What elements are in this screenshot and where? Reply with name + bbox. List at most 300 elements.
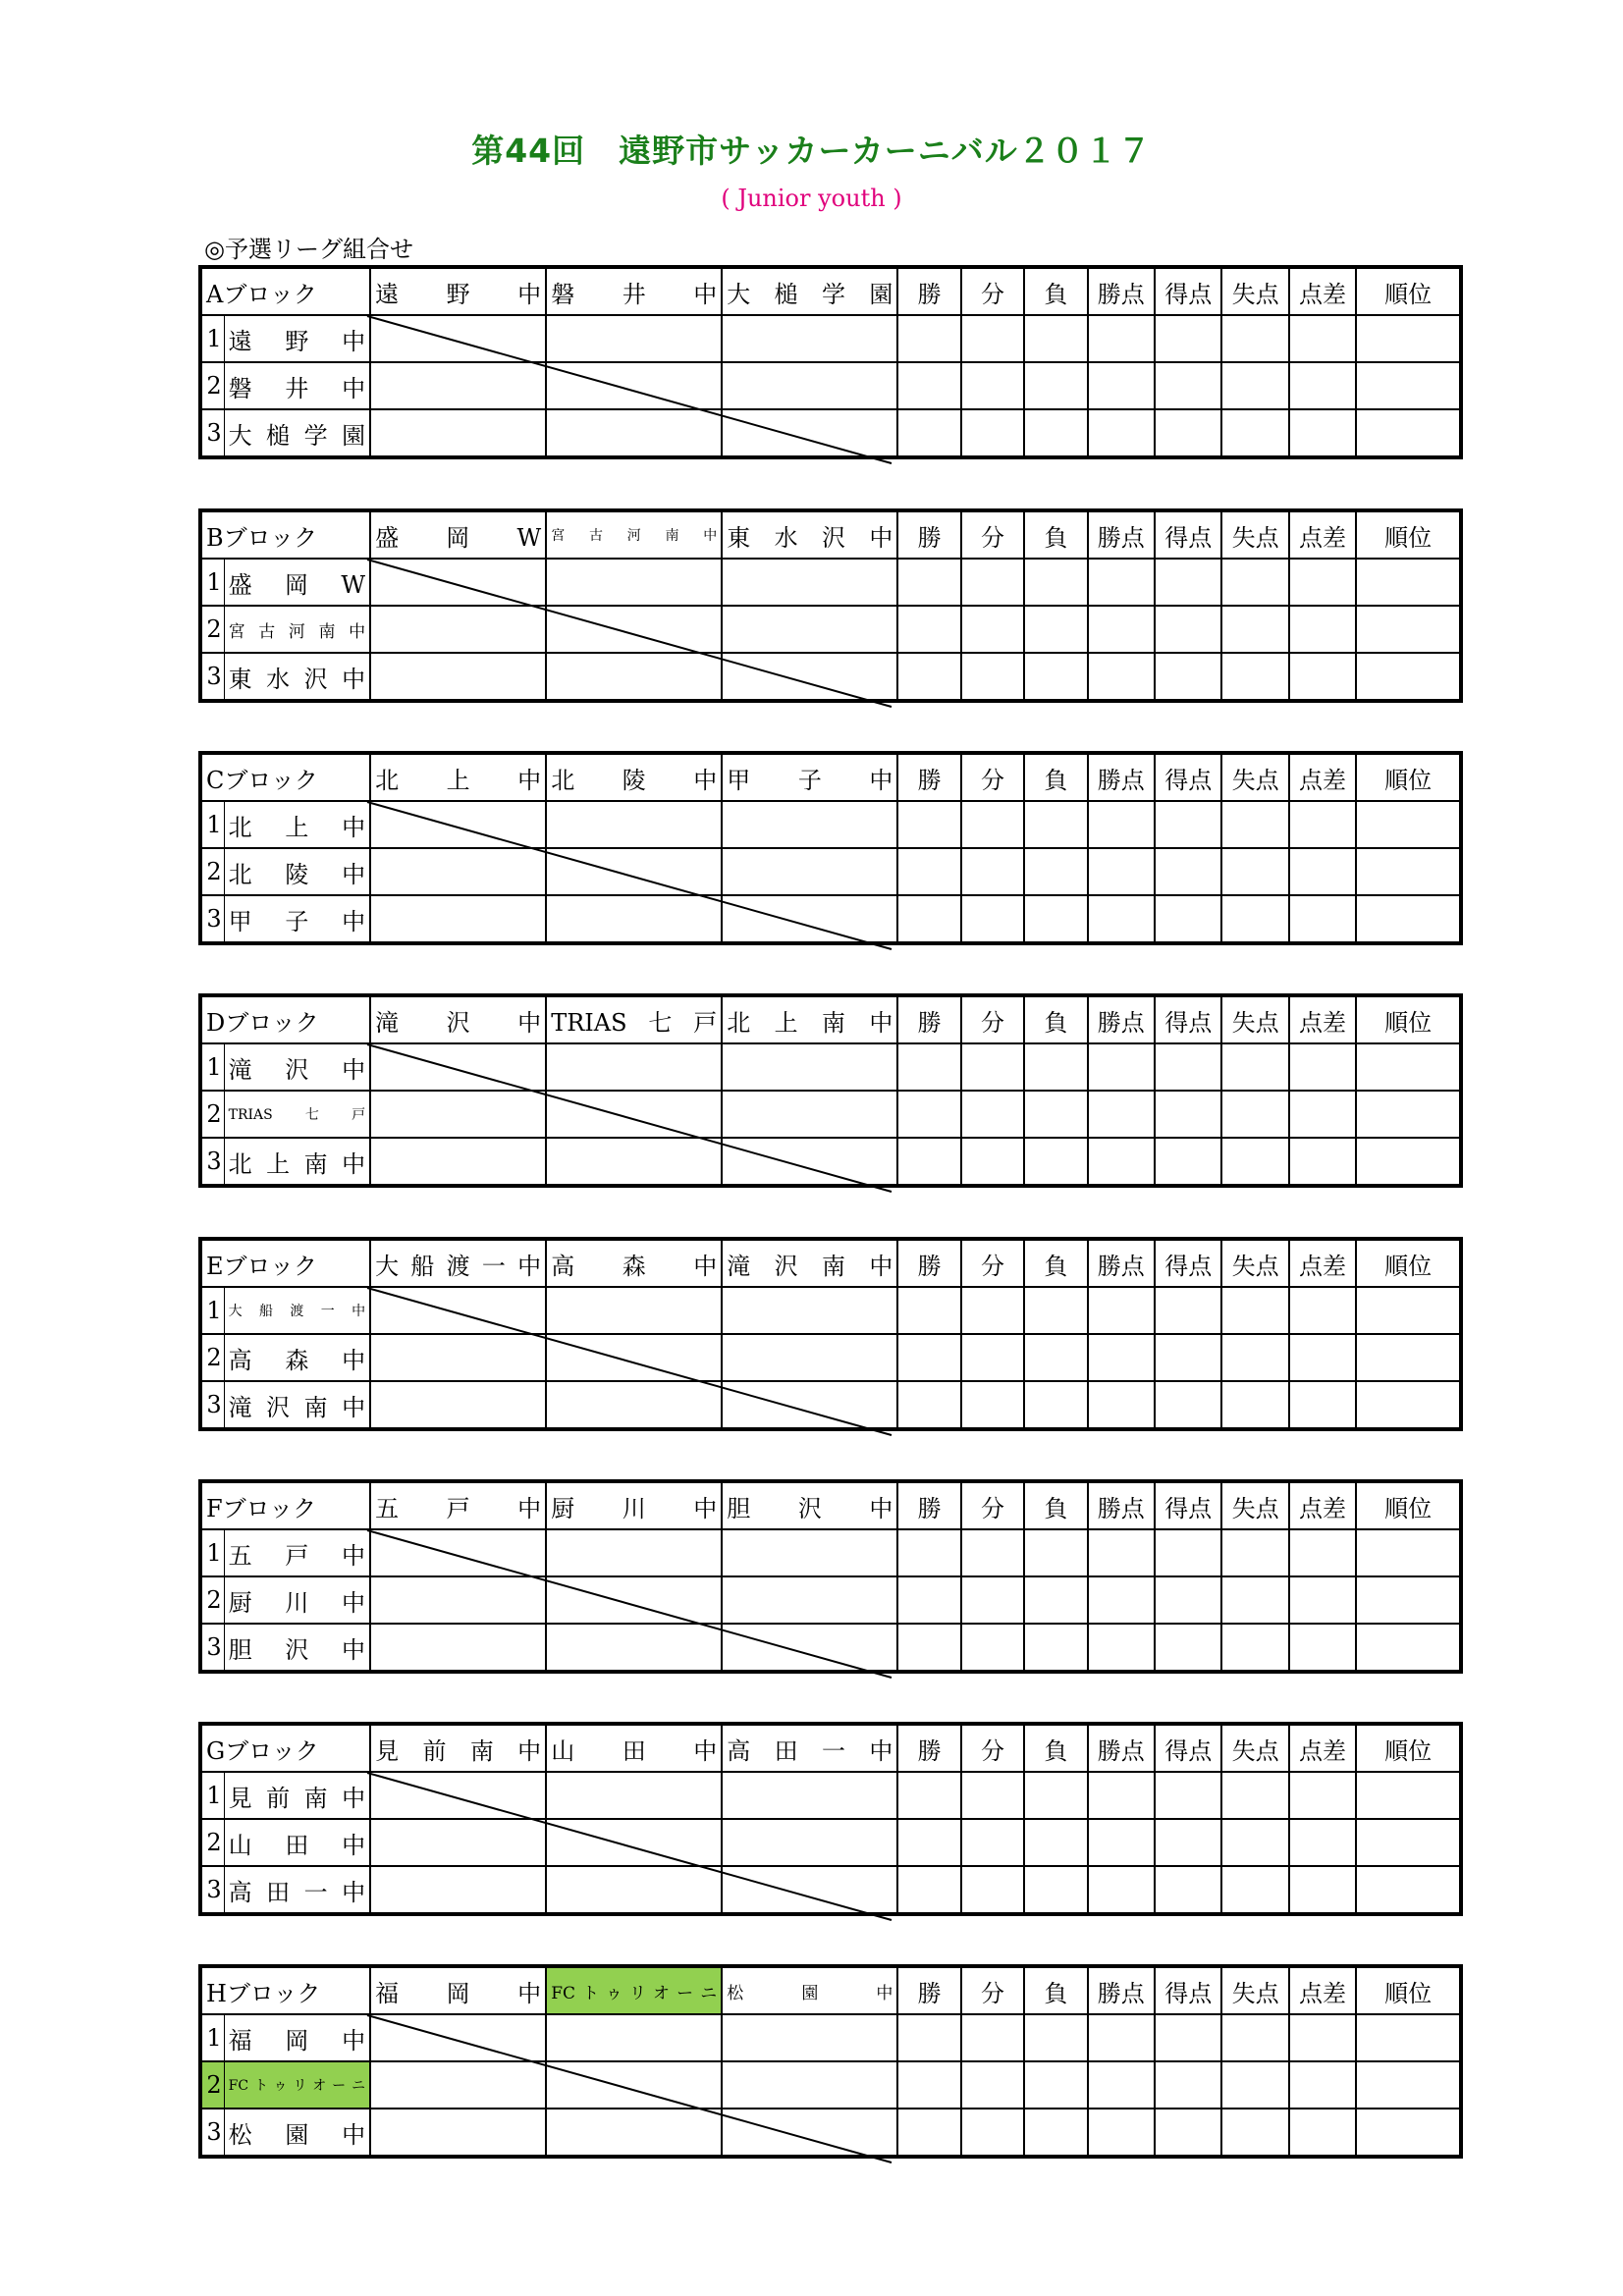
stat-cell [1356, 1576, 1461, 1624]
match-result-cell [722, 2014, 897, 2061]
stat-header: 勝 [897, 1481, 960, 1529]
stat-cell [1289, 1819, 1356, 1866]
team-number: 1 [200, 2014, 224, 2061]
stat-header: 得点 [1155, 510, 1221, 559]
stat-header: 失点 [1221, 1724, 1288, 1772]
stat-header: 負 [1024, 510, 1087, 559]
stat-cell [1155, 1381, 1221, 1429]
match-result-cell [722, 1624, 897, 1672]
match-result-cell [722, 2061, 897, 2109]
team-number: 1 [200, 559, 224, 606]
team-number: 2 [200, 2061, 224, 2109]
team-number: 1 [200, 315, 224, 362]
match-result-cell [370, 1138, 546, 1186]
team-number: 3 [200, 1381, 224, 1429]
stat-cell [1155, 1138, 1221, 1186]
stat-cell [1088, 1529, 1155, 1576]
stat-cell [897, 1043, 960, 1091]
team-row [200, 895, 1461, 943]
team-row [200, 315, 1461, 362]
match-result-cell [370, 2014, 546, 2061]
stat-cell [897, 1624, 960, 1672]
stat-cell [897, 2109, 960, 2157]
team-row [200, 362, 1461, 409]
team-row [200, 409, 1461, 457]
stat-cell [961, 1381, 1024, 1429]
stat-header: 勝 [897, 1239, 960, 1287]
stat-cell [1155, 606, 1221, 653]
team-row [200, 1138, 1461, 1186]
stat-cell [897, 315, 960, 362]
match-result-cell [722, 2109, 897, 2157]
stat-header: 点差 [1289, 267, 1356, 315]
stat-header: 勝 [897, 267, 960, 315]
stat-cell [1024, 362, 1087, 409]
team-name: 胆沢中 [224, 1624, 370, 1672]
team-row [200, 1819, 1461, 1866]
stat-header: 勝 [897, 753, 960, 801]
stat-cell [897, 801, 960, 848]
match-result-cell [546, 1334, 722, 1381]
stat-cell [1221, 2014, 1288, 2061]
stat-cell [1088, 1866, 1155, 1914]
stat-header: 順位 [1356, 1239, 1461, 1287]
stat-header: 得点 [1155, 1966, 1221, 2014]
stat-header: 負 [1024, 1724, 1087, 1772]
stat-cell [1155, 653, 1221, 701]
stat-cell [961, 653, 1024, 701]
stat-header: 勝点 [1088, 1724, 1155, 1772]
stat-cell [1024, 801, 1087, 848]
stat-header: 失点 [1221, 1966, 1288, 2014]
stat-cell [1024, 2014, 1087, 2061]
stat-cell [1088, 1287, 1155, 1334]
league-table [198, 265, 1463, 459]
team-row [200, 2014, 1461, 2061]
stat-cell [1088, 362, 1155, 409]
stat-cell [1024, 1529, 1087, 1576]
opponent-header: 大槌学園 [722, 267, 897, 315]
stat-header: 勝点 [1088, 995, 1155, 1043]
opponent-header: 北陵中 [546, 753, 722, 801]
stat-header: 勝点 [1088, 1239, 1155, 1287]
stat-cell [1155, 1772, 1221, 1819]
stat-cell [1289, 801, 1356, 848]
stat-cell [1289, 1043, 1356, 1091]
stat-cell [1024, 1334, 1087, 1381]
team-number: 2 [200, 1819, 224, 1866]
stat-cell [1155, 1334, 1221, 1381]
stat-header: 分 [961, 753, 1024, 801]
match-result-cell [546, 1819, 722, 1866]
match-result-cell [370, 1624, 546, 1672]
match-result-cell [546, 1529, 722, 1576]
stat-header: 得点 [1155, 995, 1221, 1043]
stat-cell [961, 1624, 1024, 1672]
match-result-cell [722, 1772, 897, 1819]
stat-cell [1155, 2014, 1221, 2061]
stat-cell [1221, 1576, 1288, 1624]
stat-cell [1155, 801, 1221, 848]
league-table-block [198, 265, 1463, 459]
league-table [198, 1964, 1463, 2159]
match-result-cell [546, 559, 722, 606]
stat-cell [1155, 1287, 1221, 1334]
match-result-cell [722, 653, 897, 701]
stat-cell [1289, 848, 1356, 895]
opponent-header: 松園中 [722, 1966, 897, 2014]
stat-cell [1289, 315, 1356, 362]
team-row [200, 1091, 1461, 1138]
stat-cell [1221, 559, 1288, 606]
stat-cell [1024, 1043, 1087, 1091]
stat-cell [1024, 1772, 1087, 1819]
opponent-header: 高森中 [546, 1239, 722, 1287]
team-name: 滝沢南中 [224, 1381, 370, 1429]
opponent-header: 山田中 [546, 1724, 722, 1772]
stat-cell [1221, 1866, 1288, 1914]
match-result-cell [722, 895, 897, 943]
stat-cell [1024, 653, 1087, 701]
match-result-cell [546, 362, 722, 409]
match-result-cell [370, 409, 546, 457]
stat-header: 勝 [897, 510, 960, 559]
opponent-header: 胆沢中 [722, 1481, 897, 1529]
stat-cell [1221, 1043, 1288, 1091]
league-table-block [198, 993, 1463, 1188]
stat-header: 失点 [1221, 753, 1288, 801]
team-name: 北陵中 [224, 848, 370, 895]
opponent-header: 宮古河南中 [546, 510, 722, 559]
stat-cell [961, 2109, 1024, 2157]
league-table [198, 508, 1463, 703]
stat-header: 点差 [1289, 1239, 1356, 1287]
match-result-cell [722, 1091, 897, 1138]
match-result-cell [546, 2014, 722, 2061]
team-name: 高田一中 [224, 1866, 370, 1914]
stat-cell [1289, 895, 1356, 943]
stat-header: 失点 [1221, 267, 1288, 315]
stat-cell [1088, 801, 1155, 848]
stat-cell [1289, 1381, 1356, 1429]
stat-cell [1088, 1624, 1155, 1672]
stat-cell [897, 848, 960, 895]
stat-cell [1356, 1287, 1461, 1334]
stat-header: 順位 [1356, 267, 1461, 315]
stat-header: 負 [1024, 1481, 1087, 1529]
stat-cell [961, 1772, 1024, 1819]
stat-header: 失点 [1221, 1481, 1288, 1529]
stat-cell [1289, 1624, 1356, 1672]
match-result-cell [370, 606, 546, 653]
stat-cell [1356, 895, 1461, 943]
team-name: 山田中 [224, 1819, 370, 1866]
team-number: 3 [200, 895, 224, 943]
stat-cell [1221, 1381, 1288, 1429]
team-name: 宮古河南中 [224, 606, 370, 653]
team-row [200, 2061, 1461, 2109]
stat-header: 分 [961, 995, 1024, 1043]
league-table [198, 1237, 1463, 1431]
match-result-cell [546, 2109, 722, 2157]
page-subtitle: ( Junior youth ) [721, 185, 902, 212]
stat-header: 分 [961, 1239, 1024, 1287]
team-name: 五戸中 [224, 1529, 370, 1576]
stat-cell [1221, 1334, 1288, 1381]
stat-cell [961, 1576, 1024, 1624]
match-result-cell [546, 895, 722, 943]
team-number: 2 [200, 848, 224, 895]
stat-cell [897, 2014, 960, 2061]
team-number: 2 [200, 362, 224, 409]
stat-cell [897, 1819, 960, 1866]
stat-cell [961, 1091, 1024, 1138]
league-table-block [198, 751, 1463, 945]
stat-cell [1289, 2014, 1356, 2061]
stat-cell [1155, 2109, 1221, 2157]
stat-header: 分 [961, 1481, 1024, 1529]
stat-cell [897, 1287, 960, 1334]
stat-cell [961, 1529, 1024, 1576]
block-name: Dブロック [200, 995, 370, 1043]
team-row [200, 1866, 1461, 1914]
stat-cell [1024, 2109, 1087, 2157]
team-number: 1 [200, 801, 224, 848]
stat-cell [1024, 2061, 1087, 2109]
stat-cell [1356, 1529, 1461, 1576]
stat-cell [1088, 559, 1155, 606]
stat-cell [1289, 559, 1356, 606]
page-title: 第44回 遠野市サッカーカーニバル２０１７ [471, 132, 1152, 170]
stat-cell [1088, 1091, 1155, 1138]
block-name: Aブロック [200, 267, 370, 315]
team-row [200, 1287, 1461, 1334]
stat-cell [897, 1866, 960, 1914]
stat-cell [1088, 606, 1155, 653]
stat-header: 勝点 [1088, 267, 1155, 315]
team-row [200, 559, 1461, 606]
team-row [200, 1381, 1461, 1429]
league-table [198, 1722, 1463, 1916]
block-name: Hブロック [200, 1966, 370, 2014]
stat-cell [1024, 1381, 1087, 1429]
stat-header: 順位 [1356, 1481, 1461, 1529]
team-number: 3 [200, 1624, 224, 1672]
opponent-header: 北上南中 [722, 995, 897, 1043]
stat-cell [1356, 1138, 1461, 1186]
stat-cell [1356, 1381, 1461, 1429]
stat-cell [1155, 1091, 1221, 1138]
match-result-cell [370, 1576, 546, 1624]
stat-cell [1221, 606, 1288, 653]
stat-cell [1024, 1576, 1087, 1624]
match-result-cell [722, 315, 897, 362]
stat-header: 分 [961, 1724, 1024, 1772]
stat-cell [1088, 1334, 1155, 1381]
team-number: 1 [200, 1043, 224, 1091]
stat-cell [1088, 315, 1155, 362]
stat-cell [1289, 409, 1356, 457]
stat-cell [1221, 1529, 1288, 1576]
match-result-cell [370, 315, 546, 362]
stat-cell [897, 1138, 960, 1186]
stat-header: 得点 [1155, 267, 1221, 315]
stat-cell [1356, 2109, 1461, 2157]
match-result-cell [546, 1381, 722, 1429]
match-result-cell [722, 1576, 897, 1624]
stat-cell [961, 1334, 1024, 1381]
team-number: 2 [200, 1576, 224, 1624]
stat-cell [1289, 1334, 1356, 1381]
stat-cell [1088, 2014, 1155, 2061]
match-result-cell [546, 1287, 722, 1334]
team-name: 高森中 [224, 1334, 370, 1381]
league-table-block [198, 1964, 1463, 2159]
match-result-cell [546, 848, 722, 895]
stat-cell [897, 1091, 960, 1138]
opponent-header: 盛岡W [370, 510, 546, 559]
stat-cell [1356, 315, 1461, 362]
stat-cell [1088, 1138, 1155, 1186]
stat-cell [961, 801, 1024, 848]
stat-cell [1088, 895, 1155, 943]
stat-cell [1289, 2109, 1356, 2157]
stat-cell [897, 606, 960, 653]
stat-cell [1289, 1772, 1356, 1819]
team-name: FCトゥリオーニ [224, 2061, 370, 2109]
stat-header: 負 [1024, 1966, 1087, 2014]
section-label: ◎予選リーグ組合せ [204, 236, 413, 263]
match-result-cell [546, 315, 722, 362]
match-result-cell [722, 409, 897, 457]
stat-cell [897, 895, 960, 943]
team-number: 1 [200, 1529, 224, 1576]
stat-cell [1088, 2109, 1155, 2157]
match-result-cell [546, 1043, 722, 1091]
stat-header: 順位 [1356, 995, 1461, 1043]
league-table-block [198, 1237, 1463, 1431]
stat-cell [1221, 653, 1288, 701]
match-result-cell [370, 2109, 546, 2157]
stat-header: 順位 [1356, 1724, 1461, 1772]
stat-cell [1356, 2061, 1461, 2109]
team-number: 2 [200, 606, 224, 653]
team-row [200, 606, 1461, 653]
block-name: Gブロック [200, 1724, 370, 1772]
league-table-block [198, 1479, 1463, 1674]
stat-cell [1289, 1576, 1356, 1624]
opponent-header: 北上中 [370, 753, 546, 801]
stat-header: 失点 [1221, 995, 1288, 1043]
match-result-cell [370, 1043, 546, 1091]
stat-cell [897, 1529, 960, 1576]
stat-cell [1356, 362, 1461, 409]
stat-cell [1155, 559, 1221, 606]
stat-cell [897, 653, 960, 701]
stat-cell [897, 1576, 960, 1624]
stat-cell [961, 1819, 1024, 1866]
match-result-cell [722, 1138, 897, 1186]
opponent-header: 東水沢中 [722, 510, 897, 559]
stat-cell [961, 1287, 1024, 1334]
team-name: TRIAS七戸 [224, 1091, 370, 1138]
match-result-cell [370, 1819, 546, 1866]
match-result-cell [546, 1866, 722, 1914]
match-result-cell [722, 1334, 897, 1381]
match-result-cell [546, 1091, 722, 1138]
stat-cell [1024, 606, 1087, 653]
team-number: 3 [200, 1138, 224, 1186]
team-name: 磐井中 [224, 362, 370, 409]
opponent-header: 甲子中 [722, 753, 897, 801]
stat-cell [1221, 848, 1288, 895]
stat-cell [1221, 1091, 1288, 1138]
match-result-cell [722, 362, 897, 409]
opponent-header: 福岡中 [370, 1966, 546, 2014]
stat-cell [1221, 801, 1288, 848]
stat-cell [1289, 2061, 1356, 2109]
match-result-cell [722, 848, 897, 895]
stat-header: 負 [1024, 753, 1087, 801]
stat-cell [1155, 1624, 1221, 1672]
match-result-cell [546, 409, 722, 457]
league-table [198, 993, 1463, 1188]
team-name: 北上中 [224, 801, 370, 848]
stat-cell [1155, 362, 1221, 409]
stat-cell [1155, 1866, 1221, 1914]
stat-header: 勝点 [1088, 1966, 1155, 2014]
stat-header: 得点 [1155, 1239, 1221, 1287]
stat-cell [1289, 1529, 1356, 1576]
stat-cell [1356, 1819, 1461, 1866]
team-name: 福岡中 [224, 2014, 370, 2061]
stat-cell [1289, 1287, 1356, 1334]
team-number: 1 [200, 1772, 224, 1819]
match-result-cell [370, 1772, 546, 1819]
team-row [200, 653, 1461, 701]
team-number: 3 [200, 409, 224, 457]
stat-cell [1289, 1866, 1356, 1914]
stat-cell [1289, 362, 1356, 409]
stat-cell [897, 1334, 960, 1381]
stat-cell [961, 1866, 1024, 1914]
stat-cell [897, 559, 960, 606]
league-table-block [198, 508, 1463, 703]
stat-header: 失点 [1221, 510, 1288, 559]
stat-cell [1155, 409, 1221, 457]
match-result-cell [370, 1091, 546, 1138]
team-name: 滝沢中 [224, 1043, 370, 1091]
match-result-cell [370, 559, 546, 606]
team-number: 1 [200, 1287, 224, 1334]
stat-header: 失点 [1221, 1239, 1288, 1287]
opponent-header: 磐井中 [546, 267, 722, 315]
match-result-cell [722, 1819, 897, 1866]
team-name: 大槌学園 [224, 409, 370, 457]
stat-cell [1088, 1772, 1155, 1819]
stat-cell [1356, 2014, 1461, 2061]
stat-cell [961, 559, 1024, 606]
league-table [198, 1479, 1463, 1674]
match-result-cell [370, 1381, 546, 1429]
stat-cell [1221, 2109, 1288, 2157]
team-name: 東水沢中 [224, 653, 370, 701]
stat-cell [1221, 362, 1288, 409]
stat-cell [1221, 1138, 1288, 1186]
stat-cell [1024, 1624, 1087, 1672]
stat-cell [1356, 1866, 1461, 1914]
stat-cell [1221, 1819, 1288, 1866]
